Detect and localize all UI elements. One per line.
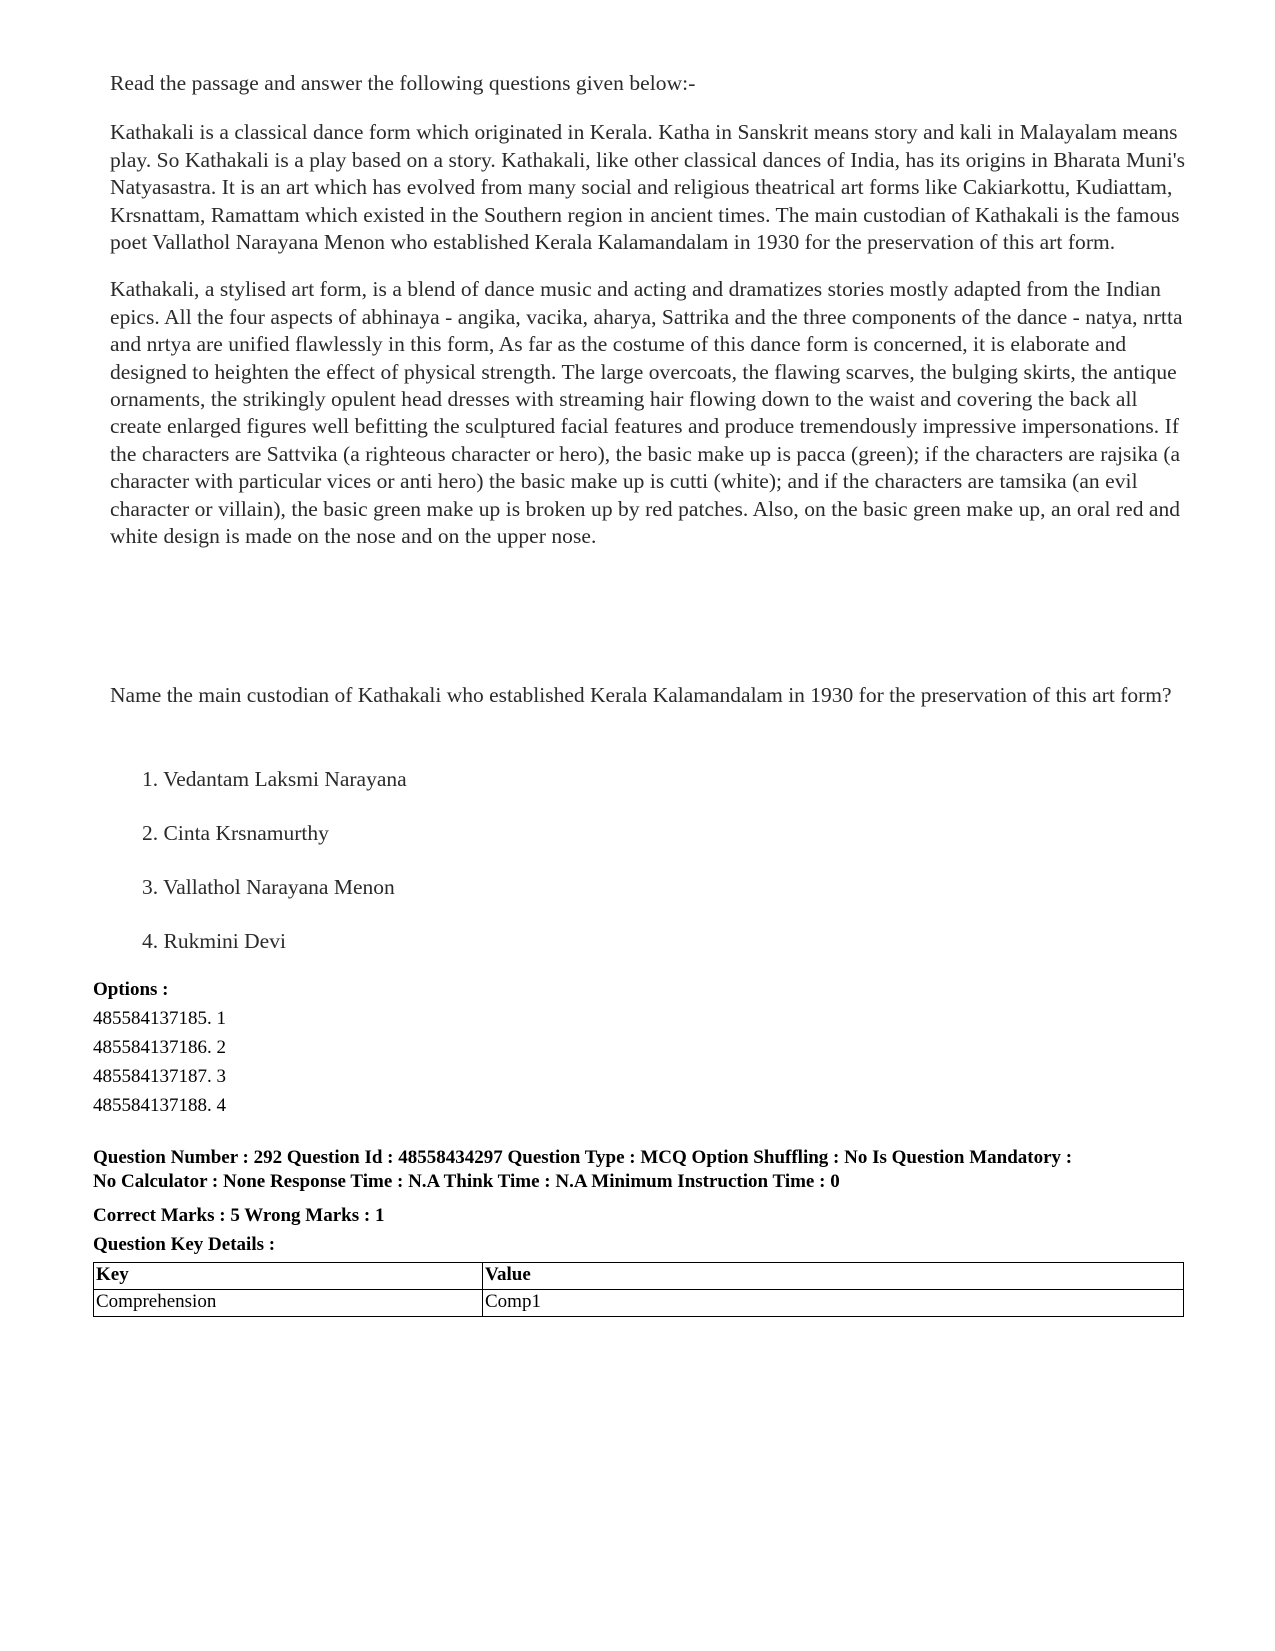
choice-item: 3. Vallathol Narayana Menon — [142, 875, 395, 899]
options-title: Options : — [93, 979, 169, 1000]
marks-line: Correct Marks : 5 Wrong Marks : 1 — [93, 1205, 385, 1226]
table-header-key: Key — [94, 1263, 483, 1290]
option-item: 485584137185. 1 — [93, 1008, 226, 1029]
options-block — [93, 975, 226, 1120]
option-item: 485584137186. 2 — [93, 1037, 226, 1058]
option-item: 485584137188. 4 — [93, 1095, 226, 1116]
choice-item: 1. Vedantam Laksmi Narayana — [142, 767, 407, 791]
key-details-title: Question Key Details : — [93, 1234, 276, 1255]
choice-item: 2. Cinta Krsnamurthy — [142, 821, 329, 845]
passage-paragraph-2: Kathakali, a stylised art form, is a blend of dance music and acting and dramatizes stories mostly adapted from the Indian epics. All the four aspects of abhinaya - angika, vacika, aharya, Sattrika and the three components of the dance - natya, nrtta and nrtya are unified flawlessly in this form, As far as the costume of this dance form is concerned, it is elaborate and designed to heighten the effect of physical strength. The large overcoats, the flawing scarves, the bulging skirts, the antique ornaments, the strikingly opulent head dresses with streaming hair flowing down to the waist and covering the back all create enlarged figures well befitting the sculptured facial features and produce tremendously impressive impersonations. If the characters are Sattvika (a righteous character or hero), the basic make up is pacca (green); if the characters are rajsika (a character with particular vices or anti hero) the basic make up is cutti (white); and if the characters are tamsika (an evil character or villain), the basic green make up is broken up by red patches. Also, on the basic green make up, an oral red and white design is made on the nose and on the upper nose. — [110, 277, 1183, 549]
passage-paragraph-1: Kathakali is a classical dance form which originated in Kerala. Katha in Sanskrit means story and kali in Malayalam means play. So Kathakali is a play based on a story. Kathakali, like other classical dances of India, has its origins in Bharata Muni's Natyasastra. It is an art which has evolved from many social and religious theatrical art forms like Cakiarkottu, Kudiattam, Krsnattam, Ramattam which existed in the Southern region in ancient times. The main custodian of Kathakali is the famous poet Vallathol Narayana Menon who established Kerala Kalamandalam in 1930 for the preservation of this art form. — [110, 120, 1186, 255]
table-cell-value: Comp1 — [483, 1290, 1184, 1317]
choice-list — [142, 766, 407, 982]
table-header-value: Value — [483, 1263, 1184, 1290]
passage-image — [110, 70, 1190, 571]
question-meta-line-1: Question Number : 292 Question Id : 48558434297 Question Type : MCQ Option Shuffling : No Is Question Mandatory : — [93, 1147, 1073, 1168]
table-row — [94, 1290, 1184, 1317]
table-cell-key: Comprehension — [94, 1290, 483, 1317]
table-header-row — [94, 1263, 1184, 1290]
question-text: Name the main custodian of Kathakali who established Kerala Kalamandalam in 1930 for the preservation of this art form? — [110, 683, 1172, 707]
choice-item: 4. Rukmini Devi — [142, 929, 286, 953]
question-meta — [93, 1146, 1193, 1194]
option-item: 485584137187. 3 — [93, 1066, 226, 1087]
key-details-table — [93, 1262, 1184, 1317]
question-meta-line-2: No Calculator : None Response Time : N.A Think Time : N.A Minimum Instruction Time : 0 — [93, 1171, 840, 1192]
passage-instruction: Read the passage and answer the following questions given below:- — [110, 71, 696, 95]
